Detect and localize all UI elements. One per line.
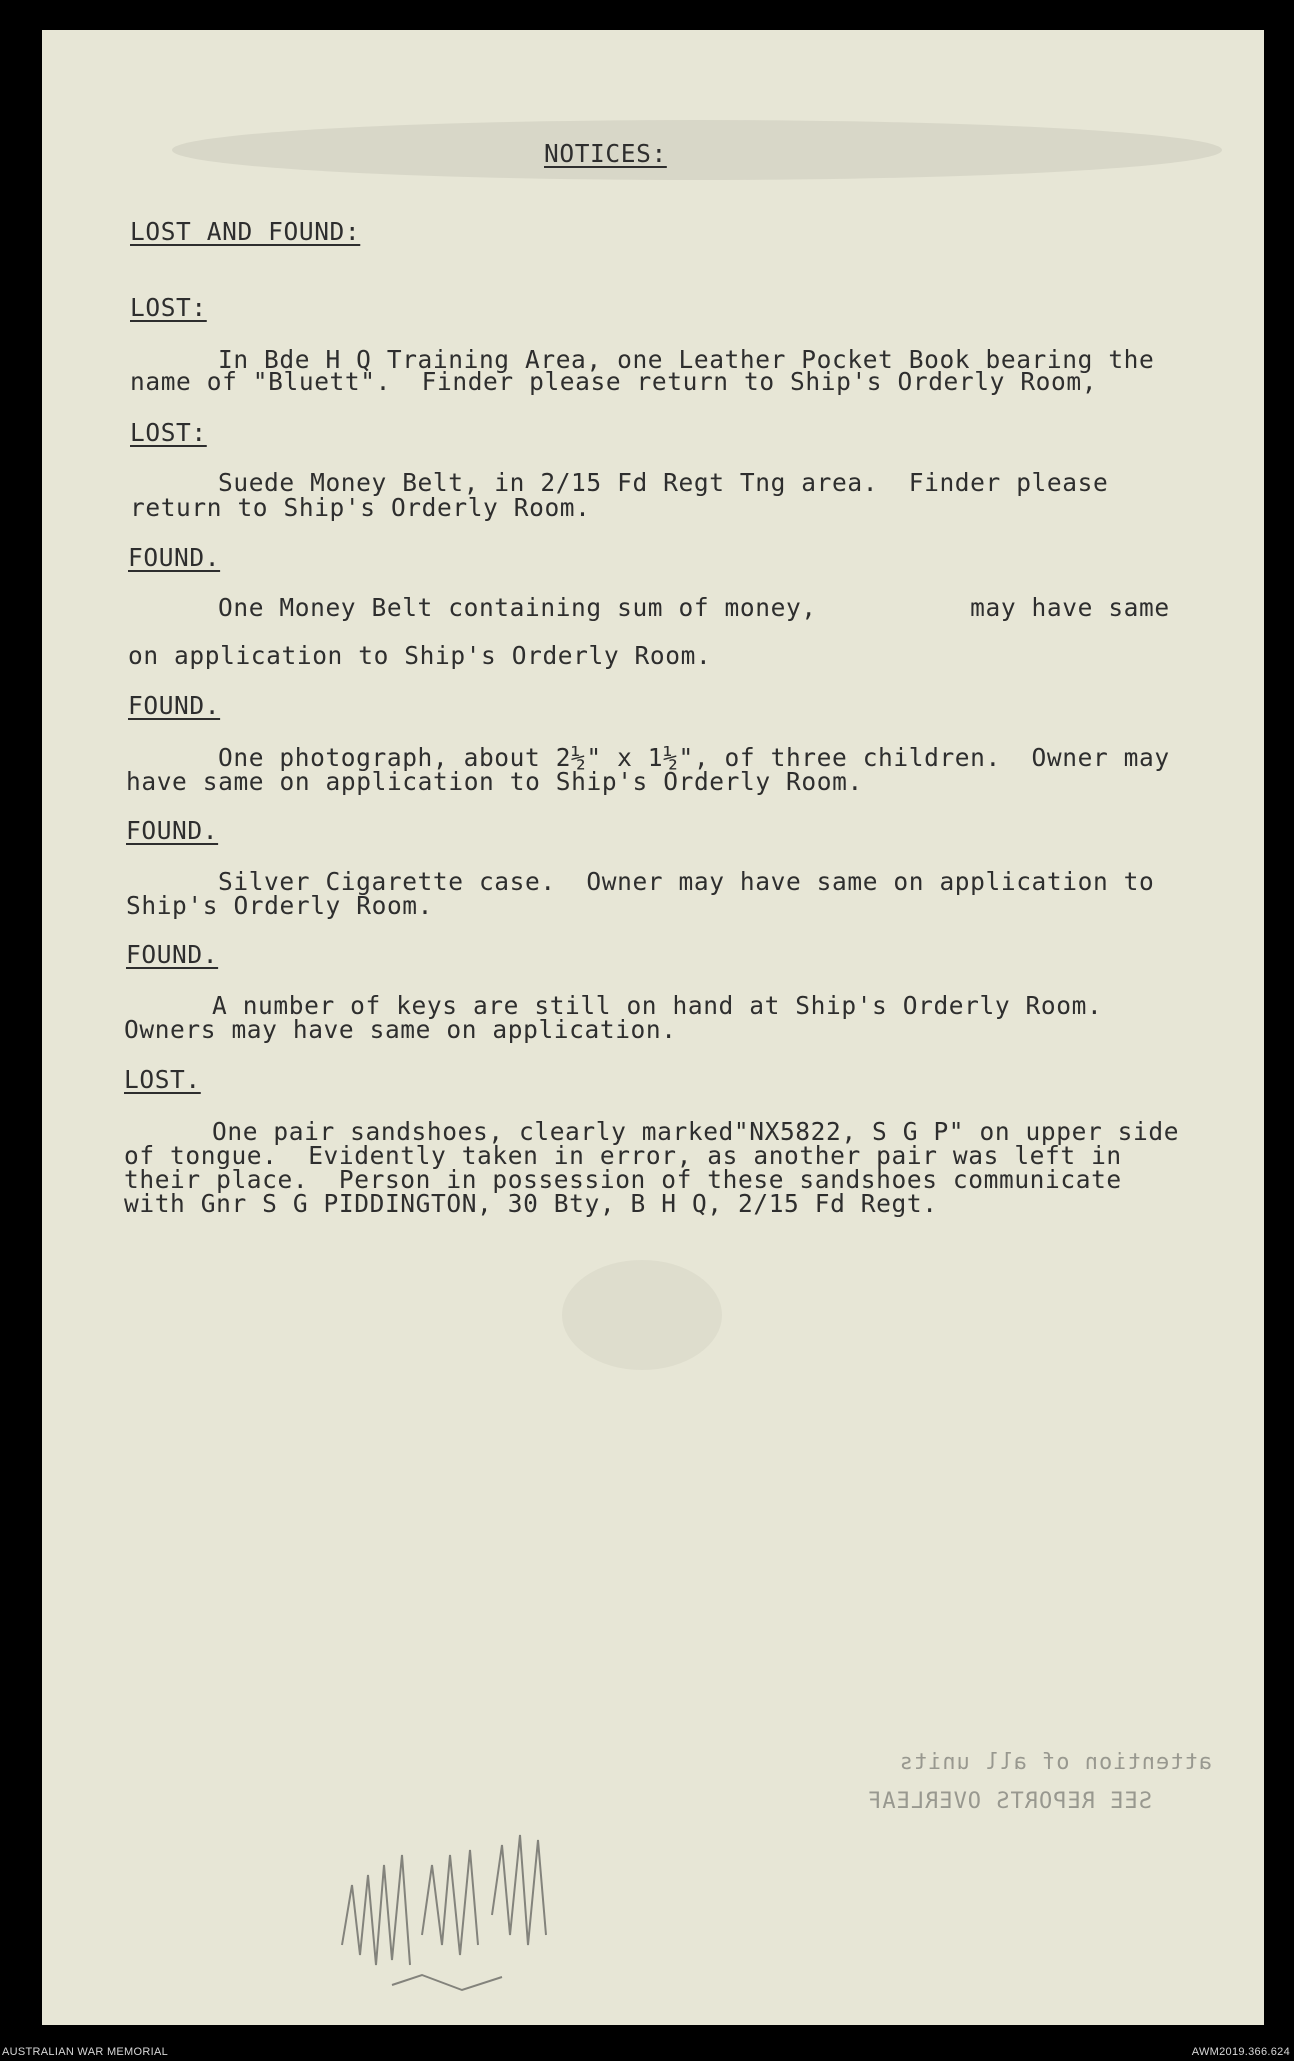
notice-line: Silver Cigarette case. Owner may have same on application to xyxy=(218,867,1155,896)
stamp-line: SEE REPORTS OVERLEAF xyxy=(867,1789,1152,1814)
notice-line: One photograph, about 2½" x 1½", of three children. Owner may xyxy=(218,743,1170,772)
notice-line: name of "Bluett". Finder please return to Ship's Orderly Room, xyxy=(130,367,1098,396)
document-page xyxy=(42,30,1264,2025)
bleed-through-stamp xyxy=(832,1750,1212,1980)
notice-line: on application to Ship's Orderly Room. xyxy=(128,641,712,670)
notice-line: In Bde H Q Training Area, one Leather Pocket Book bearing the xyxy=(218,345,1155,374)
notice-line: One pair sandshoes, clearly marked"NX5822, S G P" on upper side xyxy=(212,1117,1180,1146)
notice-line: One Money Belt containing sum of money, may have same xyxy=(218,593,1170,622)
notice-line: Ship's Orderly Room. xyxy=(126,891,434,920)
notice-heading: FOUND. xyxy=(128,543,221,572)
footer-reference-number: AWM2019.366.624 xyxy=(1191,2046,1290,2058)
ink-bleed-smudge xyxy=(172,120,1222,180)
notice-line: Owners may have same on application. xyxy=(124,1015,677,1044)
ink-bleed-smudge xyxy=(562,1260,722,1370)
notice-line: with Gnr S G PIDDINGTON, 30 Bty, B H Q, 2/15 Fd Regt. xyxy=(124,1189,938,1218)
footer-archive-label: AUSTRALIAN WAR MEMORIAL xyxy=(2,2046,169,2058)
notice-line: their place. Person in possession of these sandshoes communicate xyxy=(124,1165,1122,1194)
notice-line: A number of keys are still on hand at Ship's Orderly Room. xyxy=(212,991,1103,1020)
notice-heading: LOST. xyxy=(124,1065,201,1094)
handwritten-scribble-mark xyxy=(332,1795,632,2005)
stamp-line: attention of all units xyxy=(898,1750,1212,1775)
notice-heading: FOUND. xyxy=(128,691,221,720)
notice-heading: LOST: xyxy=(130,293,207,322)
section-heading: LOST AND FOUND: xyxy=(130,217,361,246)
notice-line: Suede Money Belt, in 2/15 Fd Regt Tng area. Finder please xyxy=(218,468,1109,497)
notice-heading: LOST: xyxy=(130,418,207,447)
notice-line: of tongue. Evidently taken in error, as another pair was left in xyxy=(124,1141,1122,1170)
notice-heading: FOUND. xyxy=(126,940,219,969)
notice-line: have same on application to Ship's Orderly Room. xyxy=(126,767,863,796)
page-title: NOTICES: xyxy=(544,139,667,168)
notice-line: return to Ship's Orderly Room. xyxy=(130,493,591,522)
notice-heading: FOUND. xyxy=(126,816,219,845)
